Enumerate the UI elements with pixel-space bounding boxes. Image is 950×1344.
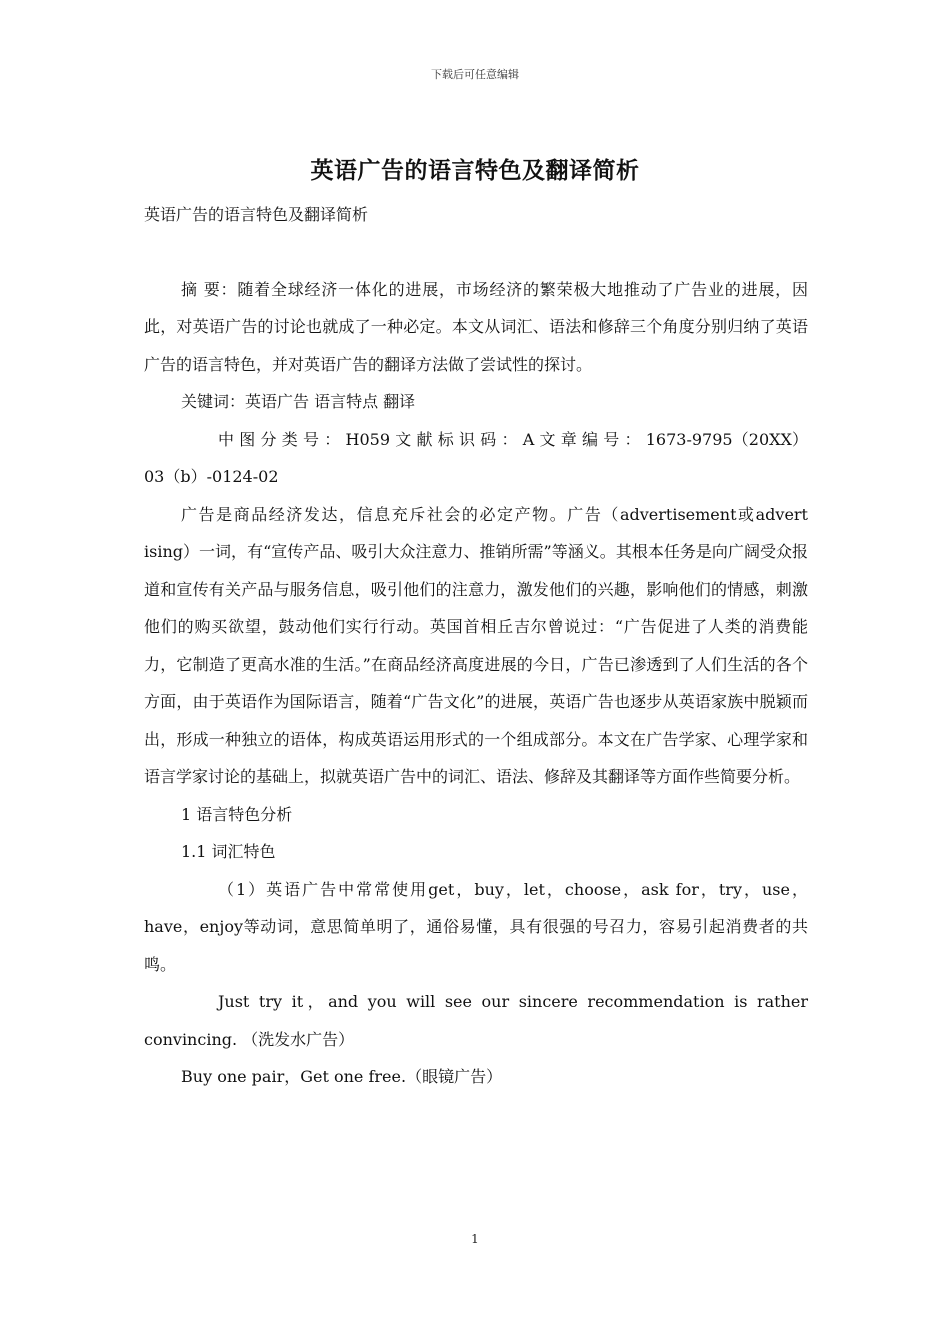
- document-title: 英语广告的语言特色及翻译简析: [310, 157, 640, 184]
- document-body: [144, 196, 808, 1096]
- page-header-note: 下载后可任意编辑: [431, 68, 519, 81]
- classification-paragraph: 中 图 分 类 号 ： H059 文 献 标 识 码 ： A 文 章 编 号 ： 1673-9795（20XX）03（b）-0124-02: [144, 429, 808, 486]
- keywords-paragraph: 关键词：英语广告 语言特点 翻译: [181, 392, 416, 411]
- example-shampoo-ad: Just try it，and you will see our sincere recommendation is rather convincing. （洗发水广告）: [144, 992, 808, 1049]
- section-heading-1: 1 语言特色分析: [181, 804, 293, 824]
- page-number: 1: [471, 1232, 479, 1246]
- abstract-paragraph: 摘 要：随着全球经济一体化的进展，市场经济的繁荣极大地推动了广告业的进展，因此，对英语广告的讨论也就成了一种必定。本文从词汇、语法和修辞三个角度分别归纳了英语广告的语言特色，并对英语广告的翻译方法做了尝试性的探讨。: [144, 279, 808, 374]
- document-subtitle: 英语广告的语言特色及翻译简析: [144, 205, 369, 224]
- example-glasses-ad: Buy one pair，Get one free.（眼镜广告）: [181, 1067, 503, 1086]
- section-heading-1-1: 1.1 词汇特色: [181, 842, 276, 861]
- intro-paragraph: 广告是商品经济发达，信息充斥社会的必定产物。广告（advertisement或advert ising）一词，有“宣传产品、吸引大众注意力、推销所需”等涵义。其根本任务是向广阔受众报道和宣传有关产品与服务信息，吸引他们的注意力，激发他们的兴趣，影响他们的情感，刺激他们的购买欲望，鼓动他们实行行动。英国首相丘吉尔曾说过：“广告促进了人类的消费能力，它制造了更高水准的生活。”在商品经济高度进展的今日，广告已渗透到了人们生活的各个方面，由于英语作为国际语言，随着“广告文化”的进展，英语广告也逐步从英语家族中脱颖而出，形成一种独立的语体，构成英语运用形式的一个组成部分。本文在广告学家、心理学家和语言学家讨论的基础上，拟就英语广告中的词汇、语法、修辞及其翻译等方面作些简要分析。: [144, 504, 808, 786]
- vocabulary-item-1: （1）英语广告中常常使用get，buy，let，choose，ask for，try，use，have，enjoy等动词，意思简单明了，通俗易懂，具有很强的号召力，容易引起消费者的共鸣。: [144, 879, 808, 974]
